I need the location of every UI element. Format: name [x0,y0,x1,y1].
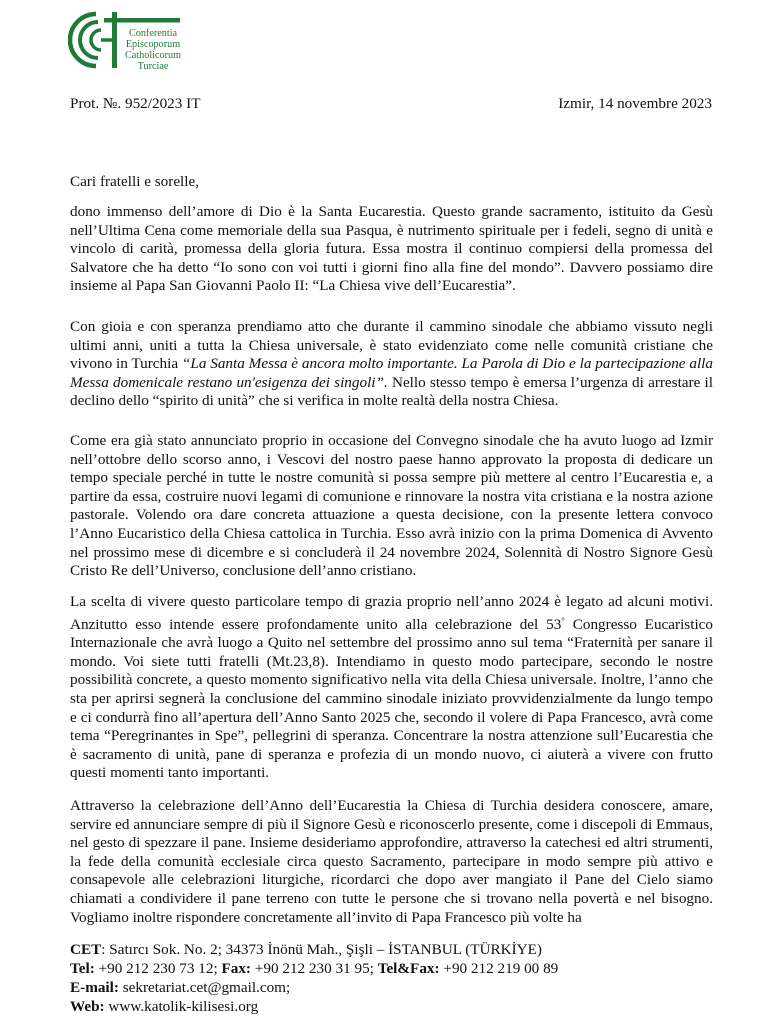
paragraph-text: Nello stesso tempo è emersa l’urgenza di arrestare il declino dello “spirito di unità” che si verifica in molte realtà della nostra Chiesa. [70,373,713,410]
paragraph-1 [70,203,713,296]
footer-contact [70,940,558,1016]
cet-label: CET [70,941,102,958]
paragraph-4 [70,593,713,783]
web-label: Web: [70,998,105,1015]
footer-email-line [70,978,558,997]
italic-quote: “La Santa Messa è ancora molto importante. La Parola di Dio e la partecipazione alla Messa domenicale restano un'esigenza dei singoli”. [70,355,713,391]
paragraph-text: Congresso Eucaristico Internazionale che avrà luogo a Quito nel settembre del prossimo anno sul tema “Fraternità per sanare il mondo. Voi siete tutti fratelli (Mt.23,8). Intendiamo in questo modo partecipare, secondo le nostre possibilità concrete, a questo momento significativo nella vita della Chiesa universale. Inoltre, l’anno che sta per aprirsi segnerà la conclusione del cammino sinodale iniziato provvidenzialmente da lungo tempo e ci condurrà fino all’apertura dell’Anno Santo 2025 che, secondo il volere di Papa Francesco, avrà come tema “Peregrinantes in Spe”, pellegrini di speranza. Concentrare la nostra attenzione sull’Eucarestia che è sacramento di unità, pane di speranza e profezia di un mondo nuovo, ci aiuterà a vivere con frutto questi momenti tanto importanti. [70,615,713,782]
degree-superscript: ° [561,615,565,626]
email-label: E-mail: [70,979,119,996]
fax-value: +90 212 230 31 95; [251,960,378,977]
tel-value: +90 212 230 73 12; [94,960,222,977]
paragraph-text: La scelta di vivere questo particolare tempo di grazia proprio nell’anno 2024 è legato ad alcuni motivi. Anzitutto esso intende essere profondamente unito alla celebrazione del 53 [70,593,713,633]
place-date: Izmir, 14 novembre 2023 [558,95,712,112]
paragraph-text: dono immenso dell’amore di Dio è la Santa Eucarestia. Questo grande sacramento, istituito da Gesù nell’Ultima Cena come memoriale della sua Pasqua, è nutrimento spirituale per i fedeli, segno di unità e vincolo di carità, promessa della gloria futura. Essa mostra il continuo compiersi della promessa del Salvatore che ha detto “Io sono con voi tutti i giorni fino alla fine del mondo”. Davvero possiamo dire insieme al Papa San Giovanni Paolo II: “La Chiesa vive dell’Eucarestia”. [70,203,713,295]
footer-address-line [70,940,558,959]
logo-line: Catholicorum [124,50,182,61]
protocol-number: Prot. №. 952/2023 IT [70,95,201,112]
letterhead-text [120,28,186,72]
web-link[interactable]: www.katolik-kilisesi.org [104,998,259,1015]
fax-label: Fax: [221,960,251,977]
footer-phone-line [70,959,558,978]
logo-line: Turciae [137,61,169,72]
telfax-value: +90 212 219 00 89 [439,960,559,977]
paragraph-text: Con gioia e con speranza prendiamo atto che durante il cammino sinodale che abbiamo vissuto negli ultimi anni, uniti a tutta la Chiesa universale, è stato evidenziato come nelle comunità cristiane che vivono in Turchia [70,318,713,373]
paragraph-3 [70,432,713,581]
letterhead-logo [68,8,188,70]
paragraph-2 [70,318,713,411]
paragraph-text: Attraverso la celebrazione dell’Anno dell’Eucarestia la Chiesa di Turchia desidera conoscere, amare, servire ed annunciare sempre di più il Signore Gesù e riconoscerlo presente, come i discepoli di Emmaus, nel gesto di spezzare il pane. Insieme desideriamo approfondire, attraverso la catechesi ed altri strumenti, la fede della comunità ecclesiale circa questo Sacramento, partecipare in modo sempre più attivo e consapevole alle celebrazioni liturgiche, ricordarci che dopo aver mangiato il Pane del Cielo siamo chiamati a condividere il pane terreno con tutte le persone che si trovano nella povertà e nel bisogno. Vogliamo inoltre rispondere concretamente all’invito di Papa Francesco più volte ha [70,797,713,926]
paragraph-text: Come era già stato annunciato proprio in occasione del Convegno sinodale che ha avuto luogo ad Izmir nell’ottobre dello scorso anno, i Vescovi del nostro paese hanno approvato la proposta di dedicare un tempo speciale perché in tutte le nostre comunità si possa sempre più mettere al centro l’Eucarestia e, a partire da essa, costruire nuovi legami di comunione e rinnovare la nostra vita cristiana e la nostra azione pastorale. Volendo ora dare concreta attuazione a questa decisione, con la presente lettera convoco l’Anno Eucaristico della Chiesa cattolica in Turchia. Esso avrà inizio con la prima Domenica di Avvento nel prossimo mese di dicembre e si concluderà il 24 novembre 2024, Solennità di Nostro Signore Gesù Cristo Re dell’Universo, conclusione dell’anno cristiano. [70,432,713,580]
logo-line: Episcoporum [125,39,181,50]
tel-label: Tel: [70,960,95,977]
telfax-label: Tel&Fax: [377,960,440,977]
paragraph-5 [70,797,713,927]
salutation: Cari fratelli e sorelle, [70,173,200,190]
address: : Satırcı Sok. No. 2; 34373 İnönü Mah., Şişli – İSTANBUL (TÜRKİYE) [101,941,542,958]
footer-web-line [70,997,558,1016]
email-link[interactable]: sekretariat.cet@gmail.com; [118,979,291,996]
logo-line: Conferentia [128,28,178,39]
